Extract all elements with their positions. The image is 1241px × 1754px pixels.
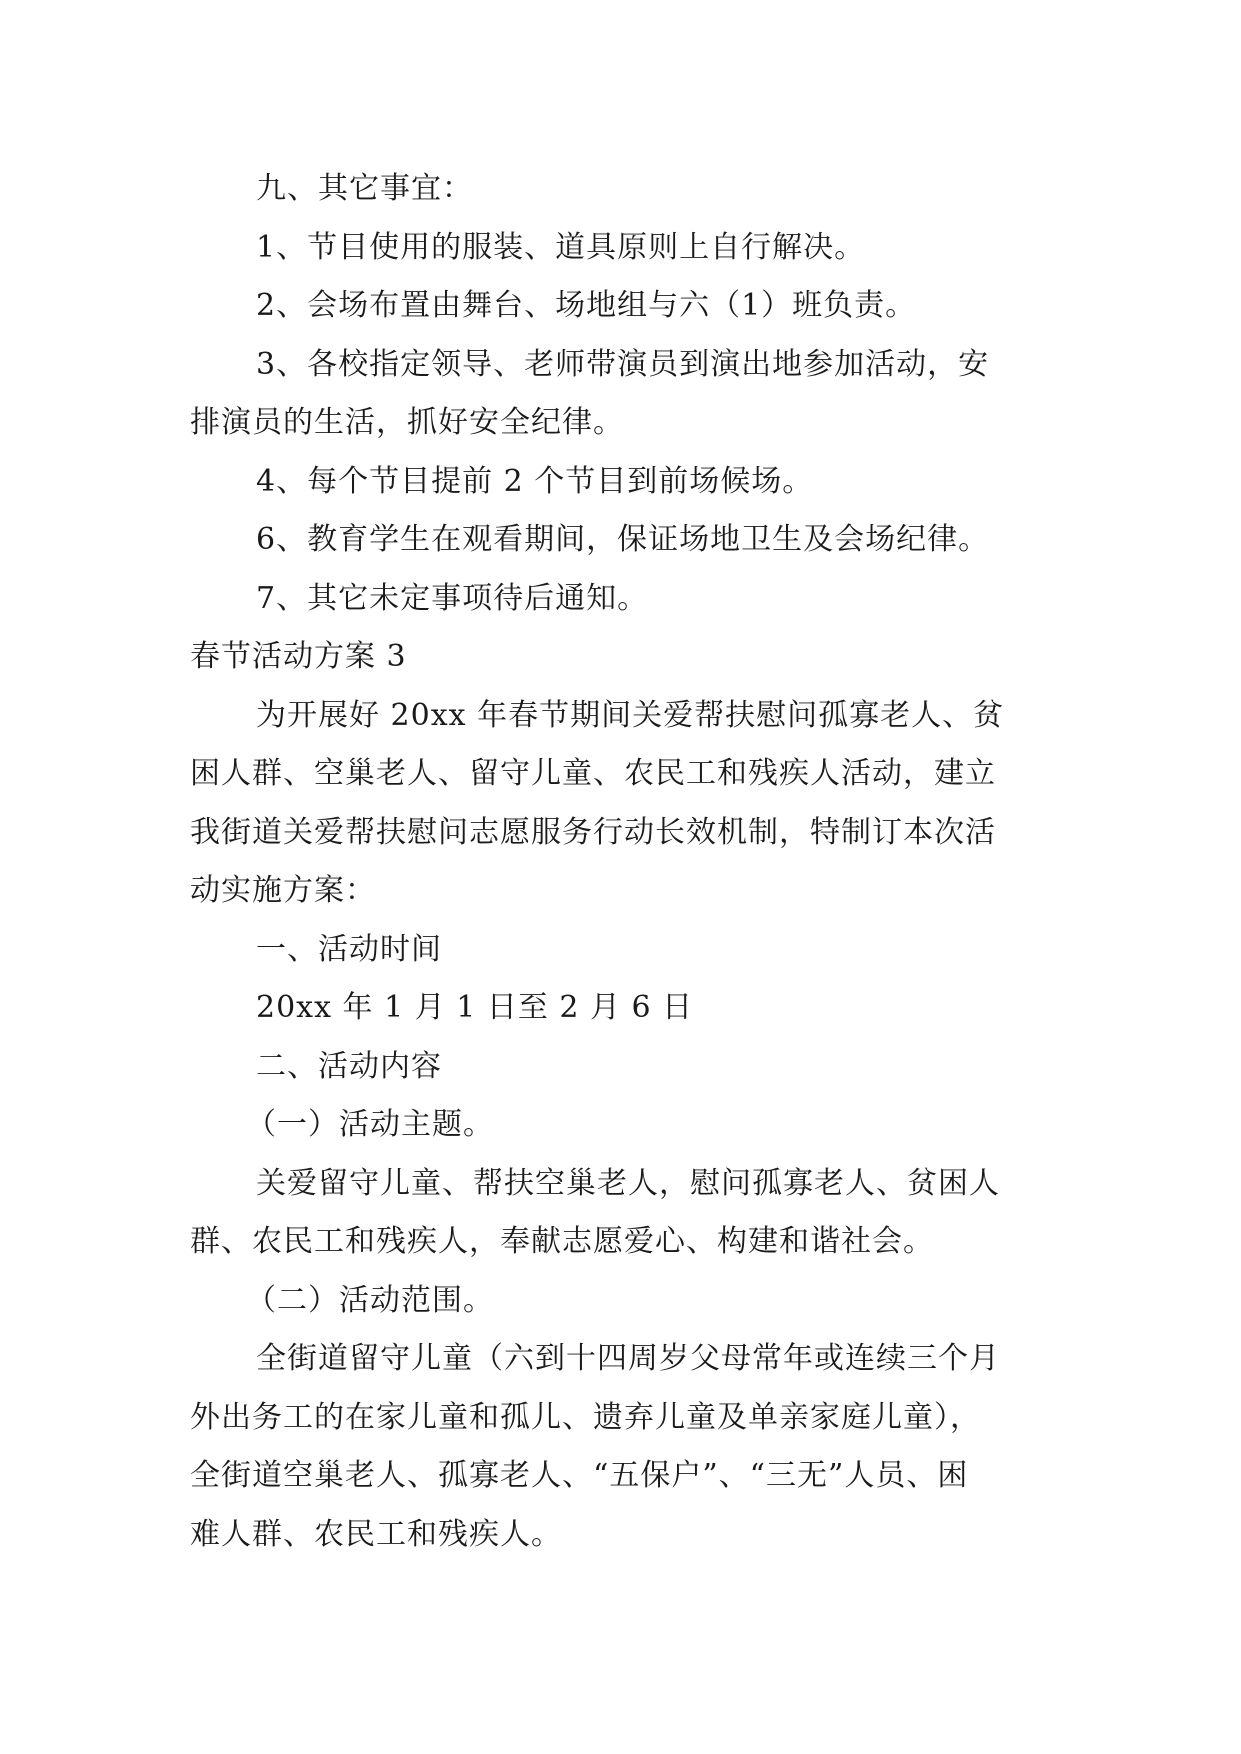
paragraph-line: 群、农民工和残疾人，奉献志愿爱心、构建和谐社会。	[190, 1224, 934, 1259]
section-heading-time: 一、活动时间	[256, 931, 442, 967]
document-body	[190, 160, 1060, 1564]
paragraph-line: 1、节目使用的服装、道具原则上自行解决。	[256, 229, 866, 265]
subsection-heading-scope: （二）活动范围。	[246, 1282, 494, 1318]
paragraph-line: 2、会场布置由舞台、场地组与六（1）班负责。	[256, 288, 917, 323]
paragraph-line: 外出务工的在家儿童和孤儿、遗弃儿童及单亲家庭儿童），	[190, 1399, 981, 1435]
paragraph-line: 3、各校指定领导、老师带演员到演出地参加活动，安	[256, 346, 990, 382]
subsection-heading-theme: （一）活动主题。	[246, 1107, 494, 1142]
paragraph-line: 关爱留守儿童、帮扶空巢老人，慰问孤寡老人、贫困人	[256, 1165, 1000, 1201]
section-heading-content: 二、活动内容	[256, 1048, 442, 1084]
paragraph-line: 4、每个节目提前 2 个节目到前场候场。	[256, 463, 814, 499]
paragraph-line: 我街道关爱帮扶慰问志愿服务行动长效机制，特制订本次活	[190, 814, 996, 850]
paragraph-line: 难人群、农民工和残疾人。	[190, 1516, 562, 1552]
paragraph-line: 6、教育学生在观看期间，保证场地卫生及会场纪律。	[256, 522, 990, 557]
section-heading-misc: 九、其它事宜：	[256, 171, 473, 206]
paragraph-line: 为开展好 20xx 年春节期间关爱帮扶慰问孤寡老人、贫	[256, 697, 1005, 733]
paragraph-line: 全街道空巢老人、孤寡老人、“五保户”、“三无”人员、困	[190, 1458, 969, 1493]
plan-title: 春节活动方案 3	[190, 639, 407, 674]
paragraph-line: 全街道留守儿童（六到十四周岁父母常年或连续三个月	[256, 1341, 1000, 1376]
paragraph-line: 20xx 年 1 月 1 日至 2 月 6 日	[256, 990, 694, 1025]
paragraph-line: 排演员的生活，抓好安全纪律。	[190, 405, 624, 440]
paragraph-line: 动实施方案：	[190, 873, 376, 908]
paragraph-line: 困人群、空巢老人、留守儿童、农民工和残疾人活动，建立	[190, 756, 996, 791]
paragraph-line: 7、其它未定事项待后通知。	[256, 580, 649, 616]
